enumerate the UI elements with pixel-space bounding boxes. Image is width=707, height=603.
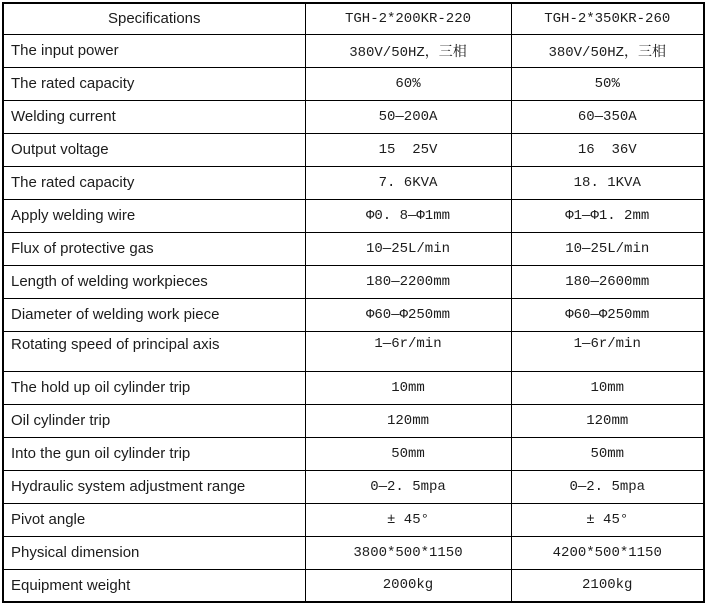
spec-value-model-1: 7. 6KVA (305, 166, 511, 199)
spec-value-model-1: 50—200A (305, 100, 511, 133)
spec-value-model-1: Φ0. 8—Φ1mm (305, 199, 511, 232)
spec-label: The input power (3, 34, 305, 67)
spec-value-model-2: 0—2. 5mpa (511, 470, 704, 503)
spec-value-model-1: 10mm (305, 371, 511, 404)
table-row (3, 100, 704, 133)
table-row (3, 133, 704, 166)
spec-value-model-1: 10—25L/min (305, 232, 511, 265)
spec-value-model-1: 2000kg (305, 569, 511, 602)
table-row (3, 536, 704, 569)
spec-label: Hydraulic system adjustment range (3, 470, 305, 503)
spec-value-model-2: 2100kg (511, 569, 704, 602)
spec-value-model-1: 180—2200mm (305, 265, 511, 298)
spec-value-model-1: 380V/50HZ，三相 (305, 34, 511, 67)
spec-value-model-1: 1—6r/min (305, 331, 511, 371)
table-row (3, 34, 704, 67)
specifications-table (2, 2, 705, 603)
table-row (3, 331, 704, 371)
table-row (3, 371, 704, 404)
spec-value-model-2: Φ1—Φ1. 2mm (511, 199, 704, 232)
spec-value-model-2: 380V/50HZ，三相 (511, 34, 704, 67)
spec-label: Oil cylinder trip (3, 404, 305, 437)
table-row (3, 437, 704, 470)
spec-label: The hold up oil cylinder trip (3, 371, 305, 404)
spec-label: The rated capacity (3, 67, 305, 100)
table-row (3, 166, 704, 199)
spec-value-model-2: 4200*500*1150 (511, 536, 704, 569)
table-row (3, 232, 704, 265)
spec-label: Into the gun oil cylinder trip (3, 437, 305, 470)
spec-value-model-2: 60—350A (511, 100, 704, 133)
spec-value-model-1: Φ60—Φ250mm (305, 298, 511, 331)
spec-label: Rotating speed of principal axis (3, 331, 305, 371)
spec-value-model-2: 50mm (511, 437, 704, 470)
spec-value-model-2: 50% (511, 67, 704, 100)
spec-value-model-1: 60% (305, 67, 511, 100)
spec-value-model-1: 0—2. 5mpa (305, 470, 511, 503)
spec-value-model-2: 18. 1KVA (511, 166, 704, 199)
column-header-specifications: Specifications (3, 3, 305, 34)
table-row (3, 470, 704, 503)
spec-value-model-1: 120mm (305, 404, 511, 437)
spec-value-model-2: 16 36V (511, 133, 704, 166)
spec-label: Physical dimension (3, 536, 305, 569)
spec-label: Apply welding wire (3, 199, 305, 232)
spec-value-model-1: 50mm (305, 437, 511, 470)
spec-label: Equipment weight (3, 569, 305, 602)
table-row (3, 265, 704, 298)
spec-label: Diameter of welding work piece (3, 298, 305, 331)
spec-label: Welding current (3, 100, 305, 133)
table-row (3, 199, 704, 232)
spec-value-model-2: 1—6r/min (511, 331, 704, 371)
spec-value-model-2: Φ60—Φ250mm (511, 298, 704, 331)
spec-value-model-1: 15 25V (305, 133, 511, 166)
spec-label: Length of welding workpieces (3, 265, 305, 298)
table-row (3, 569, 704, 602)
column-header-model-1: TGH-2*200KR-220 (305, 3, 511, 34)
table-row (3, 67, 704, 100)
table-row (3, 298, 704, 331)
spec-label: The rated capacity (3, 166, 305, 199)
spec-label: Output voltage (3, 133, 305, 166)
spec-label: Pivot angle (3, 503, 305, 536)
table-row (3, 404, 704, 437)
column-header-model-2: TGH-2*350KR-260 (511, 3, 704, 34)
spec-value-model-2: 10—25L/min (511, 232, 704, 265)
table-header-row (3, 3, 704, 34)
spec-value-model-2: 10mm (511, 371, 704, 404)
spec-label: Flux of protective gas (3, 232, 305, 265)
spec-value-model-2: ± 45° (511, 503, 704, 536)
table-body (3, 34, 704, 602)
spec-value-model-1: 3800*500*1150 (305, 536, 511, 569)
spec-value-model-2: 120mm (511, 404, 704, 437)
spec-value-model-2: 180—2600mm (511, 265, 704, 298)
spec-value-model-1: ± 45° (305, 503, 511, 536)
table-row (3, 503, 704, 536)
